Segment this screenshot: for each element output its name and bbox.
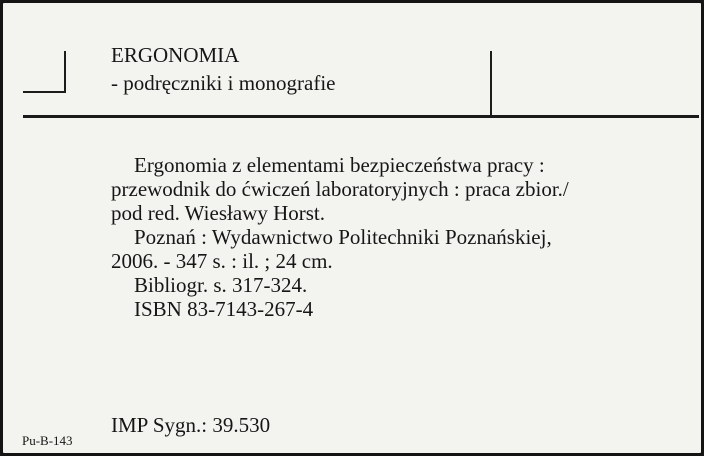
title-line-1: Ergonomia z elementami bezpieczeństwa pracy : [134, 153, 545, 177]
isbn-line: ISBN 83-7143-267-4 [134, 297, 314, 321]
subject-heading-block [111, 41, 336, 97]
subject-heading: ERGONOMIA [111, 43, 240, 67]
responsibility-line: pod red. Wiesławy Horst. [111, 201, 325, 225]
publication-line-1: Poznań : Wydawnictwo Politechniki Poznańskiej, [134, 225, 552, 249]
shelf-signature: IMP Sygn.: 39.530 [111, 413, 271, 437]
title-line-2: przewodnik do ćwiczeń laboratoryjnych : praca zbior./ [111, 177, 569, 201]
bibliography-note: Bibliogr. s. 317-324. [134, 273, 308, 297]
publication-line-2: 2006. - 347 s. : il. ; 24 cm. [111, 249, 333, 273]
corner-bracket-mark [23, 51, 66, 93]
catalog-code: Pu-B-143 [22, 433, 73, 448]
subject-subheading: - podręczniki i monografie [111, 71, 336, 95]
bibliographic-record [111, 153, 569, 321]
vertical-rule [490, 51, 492, 117]
horizontal-rule [23, 115, 699, 118]
